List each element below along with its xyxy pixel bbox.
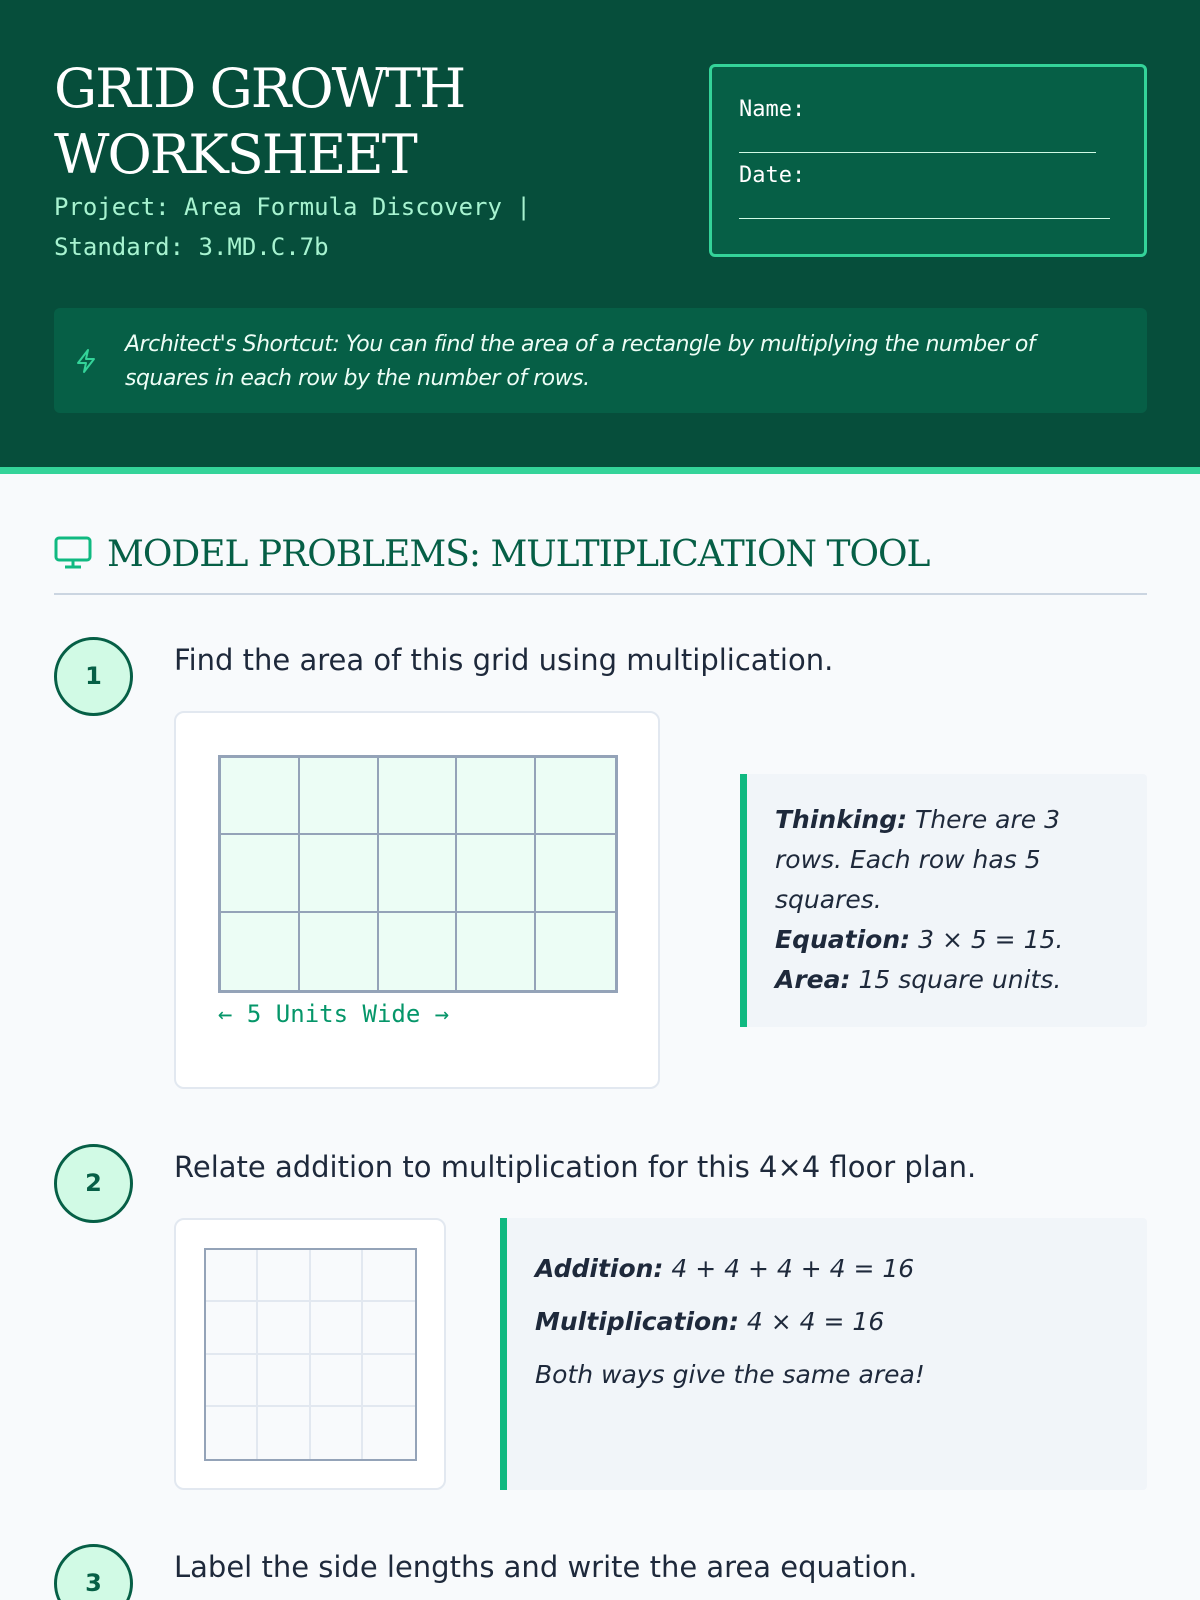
header-accent-stripe bbox=[0, 467, 1200, 474]
thinking-text: There are 3 rows. Each row has 5 squares. bbox=[775, 805, 1060, 914]
area-grid bbox=[218, 755, 618, 993]
grid-square bbox=[536, 835, 615, 912]
grid-square bbox=[311, 1355, 363, 1407]
grid-square bbox=[206, 1302, 258, 1354]
grid-square bbox=[536, 913, 615, 990]
architect-shortcut-callout bbox=[54, 308, 1147, 413]
section-divider bbox=[54, 593, 1147, 595]
worksheet-header bbox=[0, 0, 1200, 474]
grid-square bbox=[221, 835, 300, 912]
grid-square bbox=[363, 1250, 415, 1302]
bolt-icon bbox=[74, 348, 98, 374]
grid-square bbox=[258, 1250, 310, 1302]
grid-square bbox=[258, 1302, 310, 1354]
grid-card bbox=[174, 1218, 446, 1490]
area-label: Area: bbox=[775, 965, 851, 994]
addition-multiplication-panel bbox=[500, 1218, 1147, 1490]
grid-square bbox=[457, 913, 536, 990]
grid-square bbox=[300, 758, 379, 835]
area-line bbox=[775, 960, 1119, 1000]
grid-square bbox=[457, 835, 536, 912]
multiplication-line bbox=[535, 1295, 1119, 1348]
problem-question: Label the side lengths and write the area equation. bbox=[174, 1550, 918, 1584]
grid-square bbox=[206, 1250, 258, 1302]
section-title: MODEL PROBLEMS: MULTIPLICATION TOOL bbox=[107, 534, 930, 575]
thinking-line bbox=[775, 800, 1119, 920]
problem-number-badge: 2 bbox=[54, 1144, 133, 1223]
grid-square bbox=[311, 1250, 363, 1302]
problem-number-badge: 3 bbox=[54, 1544, 133, 1600]
page-title: GRID GROWTH WORKSHEET bbox=[54, 57, 465, 186]
floor-plan-grid bbox=[204, 1248, 417, 1461]
width-label: ← 5 Units Wide → bbox=[218, 1000, 450, 1028]
grid-square bbox=[311, 1302, 363, 1354]
monitor-icon bbox=[54, 536, 92, 570]
grid-square bbox=[379, 835, 458, 912]
addition-line bbox=[535, 1242, 1119, 1295]
area-text: 15 square units. bbox=[850, 965, 1062, 994]
thinking-label: Thinking: bbox=[775, 805, 908, 834]
project-standard-line: Project: Area Formula Discovery | Standard: 3.MD.C.7b bbox=[54, 193, 531, 261]
grid-square bbox=[206, 1407, 258, 1459]
grid-square bbox=[363, 1302, 415, 1354]
grid-square bbox=[221, 758, 300, 835]
multiplication-label: Multiplication: bbox=[535, 1307, 739, 1336]
equation-line bbox=[775, 920, 1119, 960]
problem-question: Find the area of this grid using multiplication. bbox=[174, 643, 834, 677]
multiplication-text: 4 × 4 = 16 bbox=[738, 1307, 885, 1336]
grid-square bbox=[379, 913, 458, 990]
name-write-line[interactable] bbox=[739, 152, 1096, 153]
addition-text: 4 + 4 + 4 + 4 = 16 bbox=[663, 1254, 915, 1283]
grid-square bbox=[258, 1407, 310, 1459]
equation-label: Equation: bbox=[775, 925, 911, 954]
name-label: Name: bbox=[739, 97, 806, 122]
name-date-box bbox=[709, 64, 1147, 257]
grid-card bbox=[174, 711, 660, 1089]
grid-square bbox=[363, 1407, 415, 1459]
addition-label: Addition: bbox=[535, 1254, 664, 1283]
problem-number-badge: 1 bbox=[54, 637, 133, 716]
grid-square bbox=[379, 758, 458, 835]
thinking-panel bbox=[740, 774, 1147, 1027]
date-write-line[interactable] bbox=[739, 218, 1110, 219]
grid-square bbox=[363, 1355, 415, 1407]
grid-square bbox=[300, 835, 379, 912]
conclusion-text: Both ways give the same area! bbox=[535, 1360, 925, 1389]
grid-square bbox=[457, 758, 536, 835]
grid-square bbox=[300, 913, 379, 990]
grid-square bbox=[258, 1355, 310, 1407]
date-label: Date: bbox=[739, 163, 806, 188]
problem-question: Relate addition to multiplication for this 4×4 floor plan. bbox=[174, 1150, 977, 1184]
grid-square bbox=[221, 913, 300, 990]
shortcut-text: Architect's Shortcut: You can find the area of a rectangle by multiplying the number of squares in each row by the number of rows. bbox=[125, 332, 1036, 391]
grid-square bbox=[311, 1407, 363, 1459]
grid-square bbox=[536, 758, 615, 835]
equation-text: 3 × 5 = 15. bbox=[910, 925, 1064, 954]
grid-square bbox=[206, 1355, 258, 1407]
